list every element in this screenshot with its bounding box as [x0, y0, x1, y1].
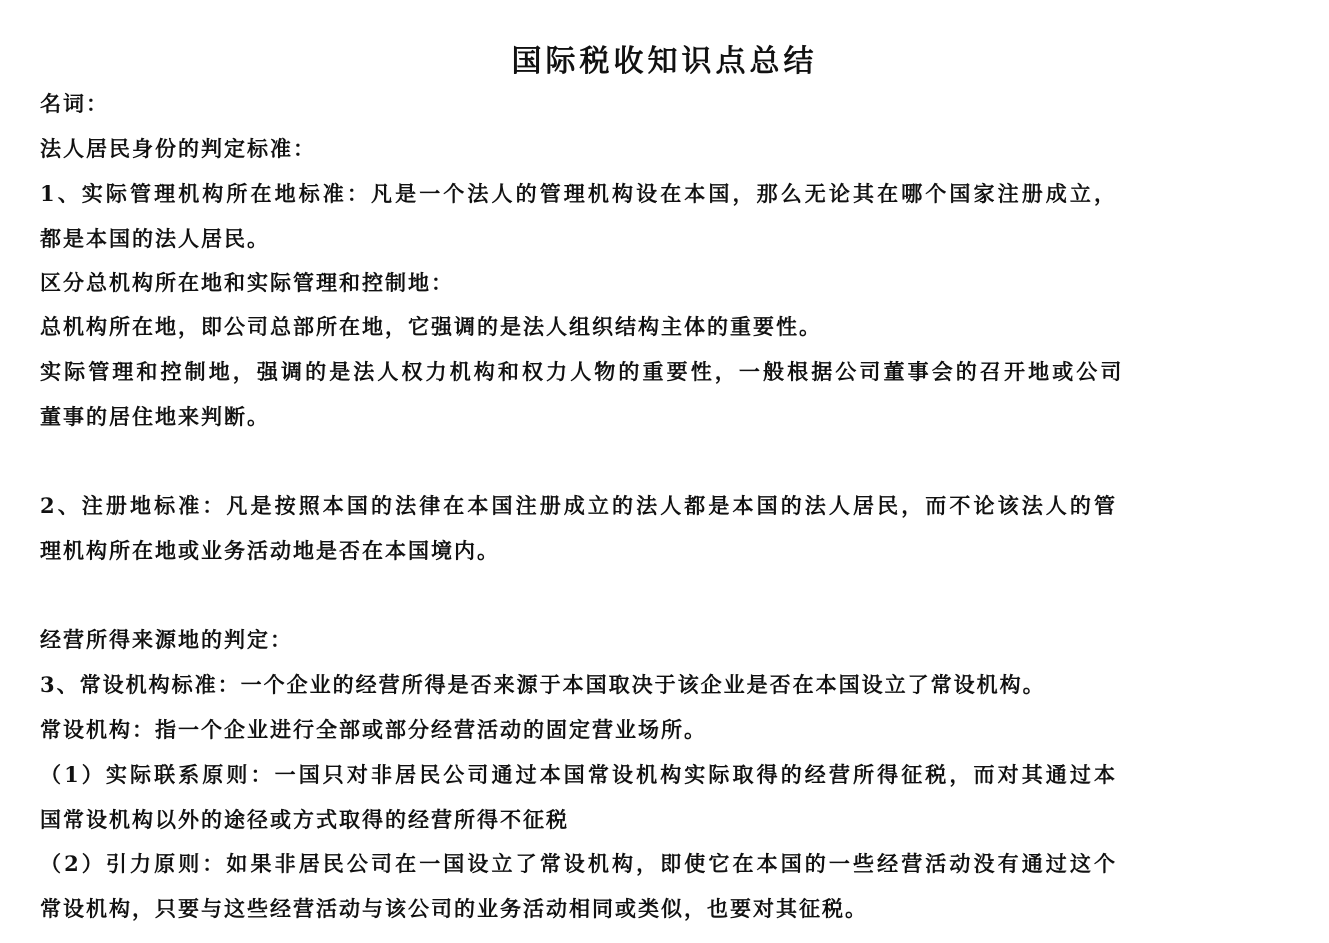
- paragraph-line: 总机构所在地，即公司总部所在地，它强调的是法人组织结构主体的重要性。: [40, 314, 822, 339]
- paragraph-line: 董事的居住地来判断。: [40, 404, 270, 429]
- paragraph-line: （1）实际联系原则：一国只对非居民公司通过本国常设机构实际取得的经营所得征税，而对其通过本: [40, 762, 1119, 787]
- paragraph-line: 区分总机构所在地和实际管理和控制地：: [40, 270, 454, 295]
- paragraph-line: 理机构所在地或业务活动地是否在本国境内。: [40, 538, 500, 563]
- heading-nouns: 名词：: [40, 91, 109, 116]
- paragraph-line: 2、注册地标准：凡是按照本国的法律在本国注册成立的法人都是本国的法人居民，而不论该法人的管: [40, 493, 1119, 518]
- paragraph-line: （2）引力原则：如果非居民公司在一国设立了常设机构，即使它在本国的一些经营活动没有通过这个: [40, 851, 1119, 876]
- paragraph-line: 都是本国的法人居民。: [40, 226, 270, 251]
- heading-business-income-source: 经营所得来源地的判定：: [40, 627, 293, 652]
- paragraph-line: 实际管理和控制地，强调的是法人权力机构和权力人物的重要性，一般根据公司董事会的召开地或公司: [40, 359, 1125, 384]
- paragraph-line: 常设机构，只要与这些经营活动与该公司的业务活动相同或类似，也要对其征税。: [40, 896, 868, 921]
- paragraph-line: 1、实际管理机构所在地标准：凡是一个法人的管理机构设在本国，那么无论其在哪个国家注册成立，: [40, 181, 1119, 206]
- document-title: 国际税收知识点总结: [511, 44, 818, 79]
- paragraph-line: 常设机构：指一个企业进行全部或部分经营活动的固定营业场所。: [40, 717, 707, 742]
- paragraph-line: 国常设机构以外的途径或方式取得的经营所得不征税: [40, 807, 569, 832]
- heading-corporate-residence: 法人居民身份的判定标准：: [40, 136, 316, 161]
- paragraph-line: 3、常设机构标准：一个企业的经营所得是否来源于本国取决于该企业是否在本国设立了常设机构。: [40, 672, 1046, 697]
